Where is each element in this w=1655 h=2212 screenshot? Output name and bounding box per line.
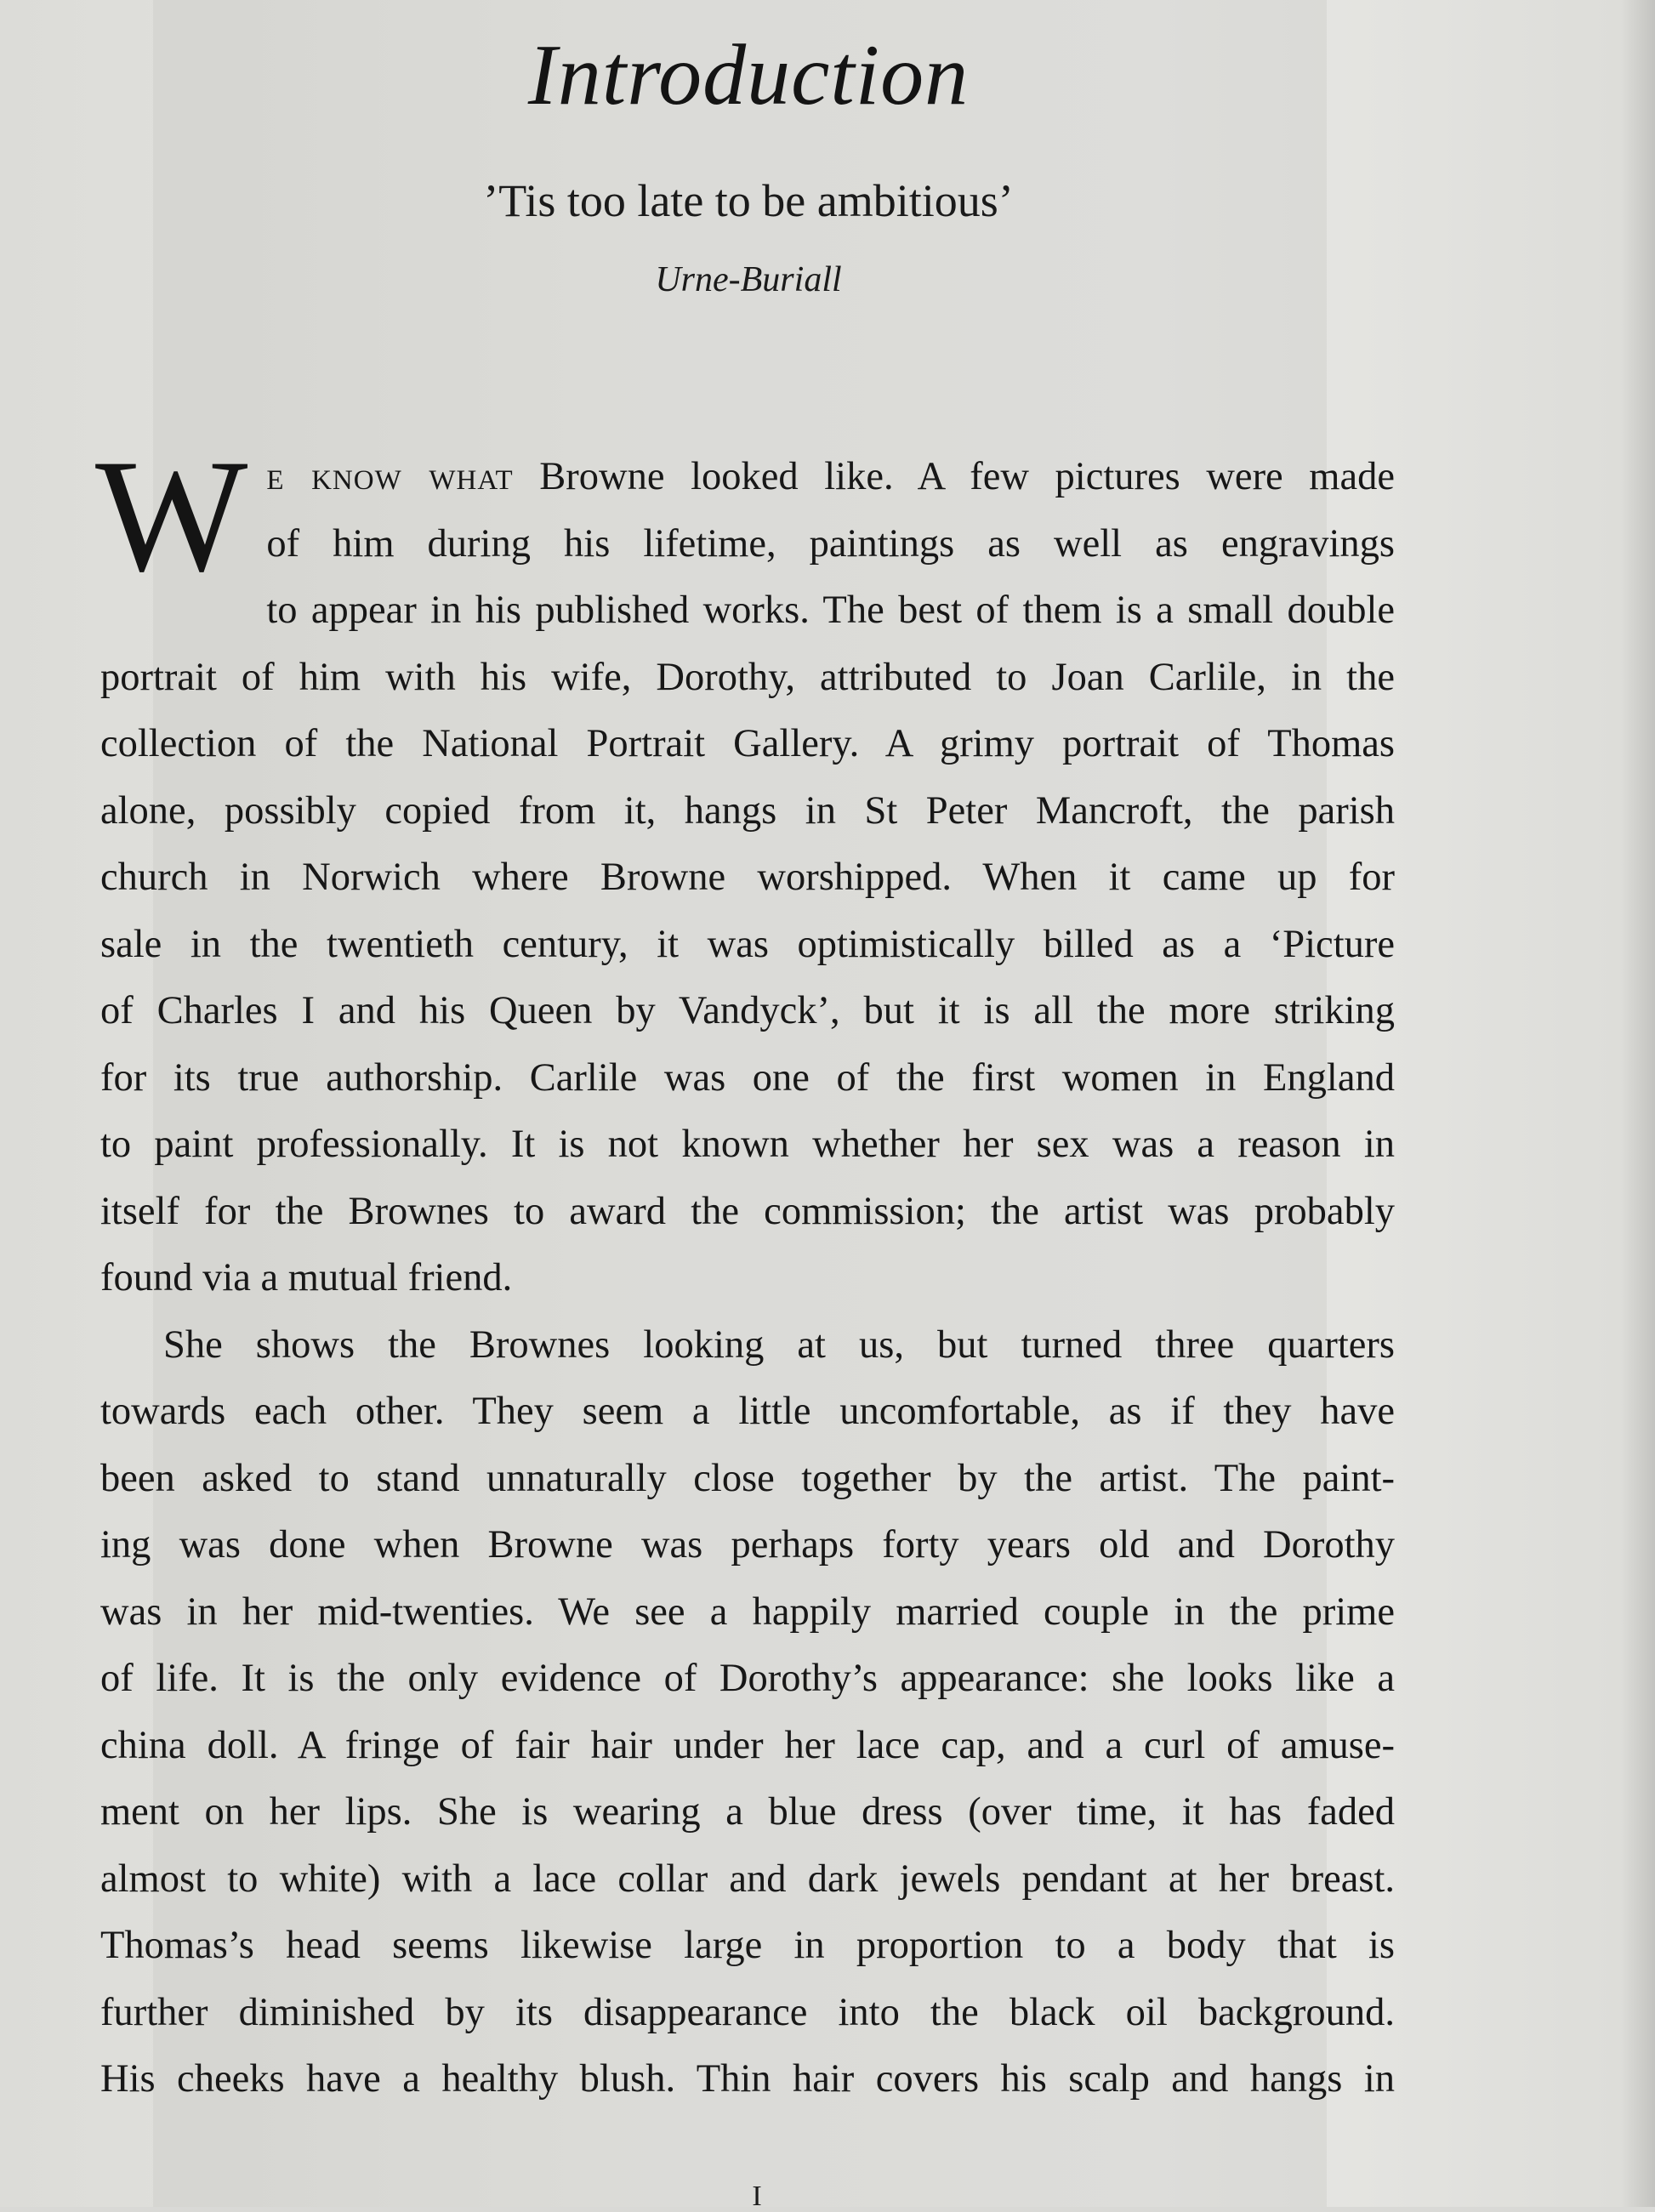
text-line: portrait of him with his wife, Dorothy, attributed to Joan Carlile, in the — [100, 655, 1395, 699]
text-line: sale in the twentieth century, it was optimistically billed as a ‘Picture — [100, 922, 1395, 966]
paragraph — [100, 1312, 1395, 2113]
text-line: Thomas’s head seems likewise large in proportion to a body that is — [100, 1924, 1395, 1967]
text-line: alone, possibly copied from it, hangs in St Peter Mancroft, the parish — [100, 788, 1395, 833]
epigraph-source: Urne-Buriall — [655, 260, 842, 299]
text-line: of him during his lifetime, paintings as well as engravings — [266, 521, 1395, 566]
text-line: to appear in his published works. The best of them is a small double — [266, 589, 1395, 632]
drop-cap: W — [95, 427, 248, 606]
text-line: collection of the National Portrait Gallery. A grimy portrait of Thomas — [100, 722, 1395, 765]
page-edge — [1621, 0, 1655, 2207]
page-number: I — [752, 2181, 762, 2212]
text-line: towards each other. They seem a little uncomfortable, as if they have — [100, 1390, 1395, 1433]
text-line: almost to white) with a lace collar and dark jewels pendant at her breast. — [100, 1857, 1395, 1901]
paragraph — [95, 427, 1395, 1312]
text-line — [100, 444, 1395, 511]
text-line: of life. It is the only evidence of Dorothy’s appearance: she looks like a — [100, 1657, 1395, 1700]
text-line: His cheeks have a healthy blush. Thin hair covers his scalp and hangs in — [100, 2057, 1395, 2101]
text-line: was in her mid-twenties. We see a happily married couple in the prime — [100, 1589, 1395, 1634]
body-text — [95, 427, 1395, 2113]
text-line: church in Norwich where Browne worshipped. When it came up for — [100, 856, 1395, 899]
text-line: She shows the Brownes looking at us, but turned three quarters — [163, 1322, 1395, 1367]
text-line: been asked to stand unnaturally close together by the artist. The paint- — [100, 1456, 1395, 1500]
text-line: ment on her lips. She is wearing a blue dress (over time, it has faded — [100, 1790, 1395, 1834]
small-caps-lead: e know what — [266, 455, 514, 498]
text-line: further diminished by its disappearance into the black oil background. — [100, 1990, 1395, 2034]
line-text: Browne looked like. A few pictures were made — [539, 455, 1395, 498]
text-line: itself for the Brownes to award the commission; the artist was probably — [100, 1189, 1395, 1233]
epigraph-quote: ’Tis too late to be ambitious’ — [483, 175, 1014, 226]
text-line: for its true authorship. Carlile was one of the first women in England — [100, 1055, 1395, 1100]
text-line: china doll. A fringe of fair hair under her lace cap, and a curl of amuse- — [100, 1723, 1395, 1767]
chapter-title: Introduction — [527, 27, 970, 123]
text-line: found via a mutual friend. — [100, 1256, 513, 1299]
text-line: of Charles I and his Queen by Vandyck’, but it is all the more striking — [100, 989, 1395, 1032]
text-line: to paint professionally. It is not known whether her sex was a reason in — [100, 1123, 1395, 1166]
text-line: ing was done when Browne was perhaps forty years old and Dorothy — [100, 1523, 1395, 1567]
